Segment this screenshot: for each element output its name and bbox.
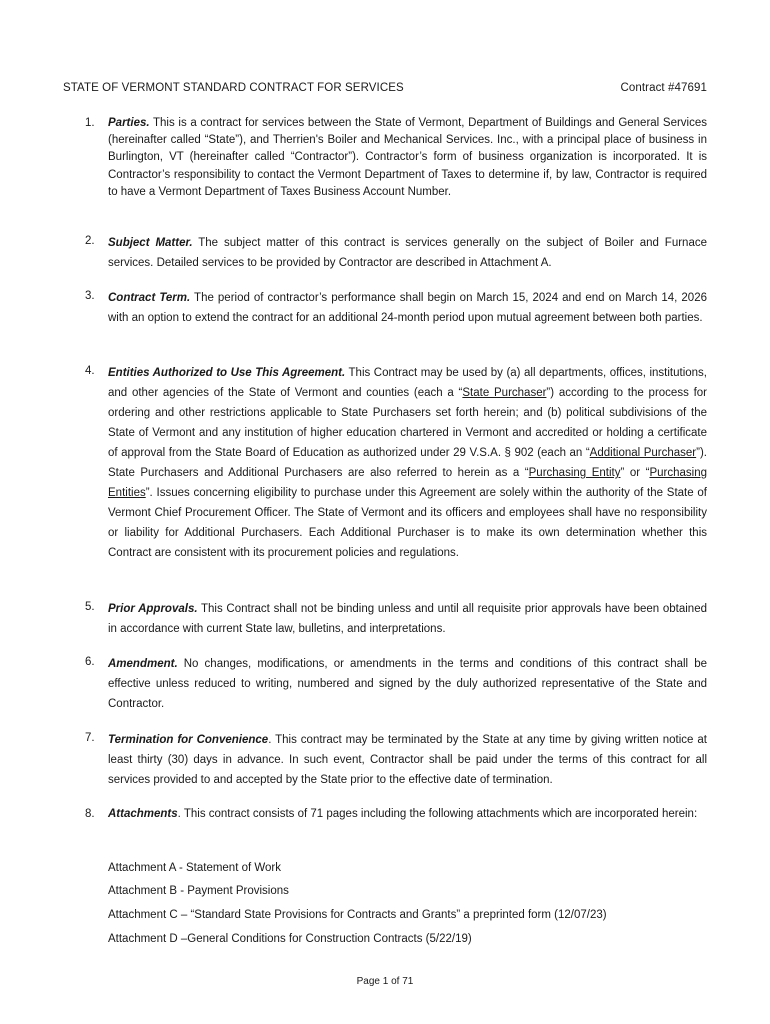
clause-title: Attachments (108, 808, 178, 820)
clause-subject-matter (85, 233, 707, 273)
clause-number: 3. (85, 290, 95, 302)
clause-title: Entities Authorized to Use This Agreement. (108, 367, 346, 379)
clause-text: The period of contractor’s performance shall begin on March 15, 2024 and end on March 14, 2026 with an option to extend the contract for an additional 24-month period upon mutual agreement between both parties. (108, 292, 707, 324)
clause-text: This is a contract for services between the State of Vermont, Department of Buildings and General Services (hereinafter called “State”), and Therrien's Boiler and Mechanical Services. Inc., with a principal place of business in Burlington, VT (hereinafter called “Contractor”). Contractor’s form of business organization is incorporated. It is Contractor’s responsibility to contact the Vermont Department of Taxes to determine if, by law, Contractor is required to have a Vermont Department of Taxes Business Account Number. (108, 117, 707, 198)
clause-text: ”) according to the process for ordering and other restrictions applicable to State Purchasers set forth herein; and (b) political subdivisions of the State of Vermont and any institution of higher education chartered in Vermont and accredited or holding a certificate of approval from the State Board of Education as authorized under 29 V.S.A. § 902 (each an “ (108, 387, 707, 459)
clause-attachments (85, 806, 707, 823)
contract-number: Contract #47691 (620, 82, 707, 94)
clause-entities-authorized (85, 363, 707, 563)
clause-number: 2. (85, 235, 95, 247)
clause-title: Parties. (108, 117, 150, 129)
document-header (63, 82, 707, 94)
clause-number: 4. (85, 365, 95, 377)
clause-title: Prior Approvals. (108, 603, 198, 615)
clause-text: ”). State Purchasers and Additional Purchasers are also referred to herein as a “ (108, 447, 707, 479)
clause-title: Termination for Convenience (108, 734, 269, 746)
clause-text: . This contract may be terminated by the State at any time by giving written notice at least thirty (30) days in advance. In such event, Contractor shall be paid under the terms of this contract for all services provided to and accepted by the State prior to the effective date of termination. (108, 734, 707, 786)
clause-text: ” or “ (620, 467, 650, 479)
clause-number: 5. (85, 601, 95, 613)
clause-contract-term (85, 288, 707, 328)
defined-term-state-purchaser: State Purchaser (462, 387, 547, 399)
clause-termination-for-convenience (85, 730, 707, 790)
attachment-c: Attachment C – “Standard State Provisions for Contracts and Grants” a preprinted form (12/07/23) (108, 909, 607, 921)
page-number: Page 1 of 71 (356, 976, 414, 987)
clause-title: Subject Matter. (108, 237, 193, 249)
clause-text: . This contract consists of 71 pages including the following attachments which are incorporated herein: (177, 808, 698, 820)
defined-term-purchasing-entities: Purchasing Entities (108, 467, 707, 499)
attachment-a: Attachment A - Statement of Work (108, 862, 282, 874)
attachment-d: Attachment D –General Conditions for Construction Contracts (5/22/19) (108, 933, 472, 945)
clause-text: The subject matter of this contract is services generally on the subject of Boiler and Furnace services. Detailed services to be provided by Contractor are described in Attachment A. (108, 237, 707, 269)
clause-number: 7. (85, 732, 95, 744)
clause-text: No changes, modifications, or amendments in the terms and conditions of this contract shall be effective unless reduced to writing, numbered and signed by the duly authorized representative of the State and Contractor. (108, 658, 707, 710)
clause-title: Contract Term. (108, 292, 191, 304)
clause-prior-approvals (85, 599, 707, 639)
clause-number: 8. (85, 808, 95, 820)
defined-term-additional-purchaser: Additional Purchaser (589, 447, 697, 459)
clause-number: 1. (85, 117, 95, 129)
clause-title: Amendment. (108, 658, 178, 670)
clause-parties (85, 115, 707, 201)
defined-term-purchasing-entity: Purchasing Entity (528, 467, 621, 479)
document-title: STATE OF VERMONT STANDARD CONTRACT FOR SERVICES (63, 82, 404, 94)
clause-number: 6. (85, 656, 95, 668)
attachment-b: Attachment B - Payment Provisions (108, 885, 289, 897)
clause-text: ”. Issues concerning eligibility to purchase under this Agreement are solely within the authority of the State of Vermont Chief Procurement Officer. The State of Vermont and its officers and employees shall have no responsibility or liability for Additional Purchasers. Each Additional Purchaser is to make its own determination whether this Contract are consistent with its procurement policies and regulations. (108, 487, 707, 559)
clause-text: This Contract shall not be binding unless and until all requisite prior approvals have been obtained in accordance with current State law, bulletins, and interpretations. (108, 603, 707, 635)
clause-text: This Contract may be used by (a) all departments, offices, institutions, and other agencies of the State of Vermont and counties (each a “ (108, 367, 707, 399)
clause-amendment (85, 654, 707, 714)
